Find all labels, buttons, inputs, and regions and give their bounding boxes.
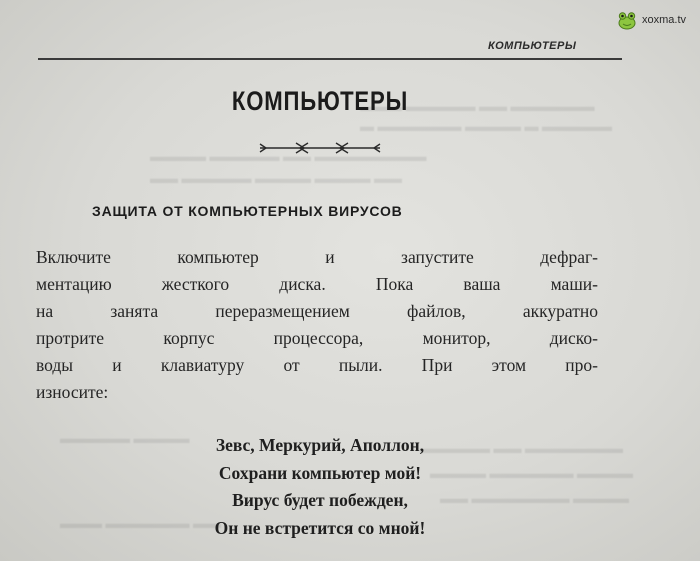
bleed-through-text: ▬▬▬ ▬▬▬▬▬▬ ▬▬ — [60, 517, 221, 532]
decorative-divider — [258, 138, 382, 158]
bleed-through-text: ▬▬▬▬▬ ▬▬ ▬▬▬▬▬▬▬ — [420, 442, 623, 457]
body-line: на занята переразмещением файлов, аккуратно — [36, 301, 598, 321]
running-head: КОМПЬЮТЕРЫ — [488, 40, 577, 52]
poem — [0, 432, 640, 542]
bleed-through-text: ▬▬▬▬ ▬▬▬▬▬▬ ▬▬▬▬ — [430, 467, 633, 482]
section-title: ЗАЩИТА ОТ КОМПЬЮТЕРНЫХ ВИРУСОВ — [92, 203, 403, 219]
bleed-through-text: ▬▬▬▬ ▬▬▬▬▬ ▬▬ ▬▬▬▬▬▬▬▬ — [150, 150, 427, 165]
body-line: износите: — [36, 382, 109, 402]
body-paragraph — [36, 244, 598, 406]
poem-line: Сохрани компьютер мой! — [218, 462, 422, 483]
frog-icon — [616, 10, 638, 30]
bleed-through-text: ▬▬▬▬▬ ▬▬▬▬ — [60, 432, 190, 447]
bleed-through-text: ▬▬▬ ▬▬▬▬▬ ▬▬ ▬▬▬▬▬▬ — [360, 100, 595, 115]
bleed-through-text: ▬▬ ▬▬▬▬▬ ▬▬▬▬ ▬▬▬▬ ▬▬ — [150, 172, 402, 187]
poem-line: Вирус будет побежден, — [232, 490, 408, 510]
watermark — [616, 10, 686, 30]
bleed-through-text: ▬▬ ▬▬▬▬▬▬▬ ▬▬▬▬ — [440, 492, 629, 507]
body-line: воды и клавиатуру от пыли. При этом про- — [36, 355, 598, 375]
body-line: Включите компьютер и запустите дефраг- — [36, 247, 598, 267]
header-rule — [38, 58, 622, 60]
body-line: протрите корпус процессора, монитор, диско- — [36, 328, 598, 348]
bleed-through-text: ▬ ▬▬▬▬▬▬ ▬▬▬▬ ▬ ▬▬▬▬▬ — [360, 120, 612, 135]
poem-line: Зевс, Меркурий, Аполлон, — [215, 435, 425, 455]
poem-line: Он не встретится со мной! — [214, 517, 426, 538]
body-line: ментацию жесткого диска. Пока ваша маши- — [36, 274, 598, 294]
watermark-text: xoxma.tv — [641, 14, 686, 26]
chapter-title: КОМПЬЮТЕРЫ — [231, 86, 409, 116]
